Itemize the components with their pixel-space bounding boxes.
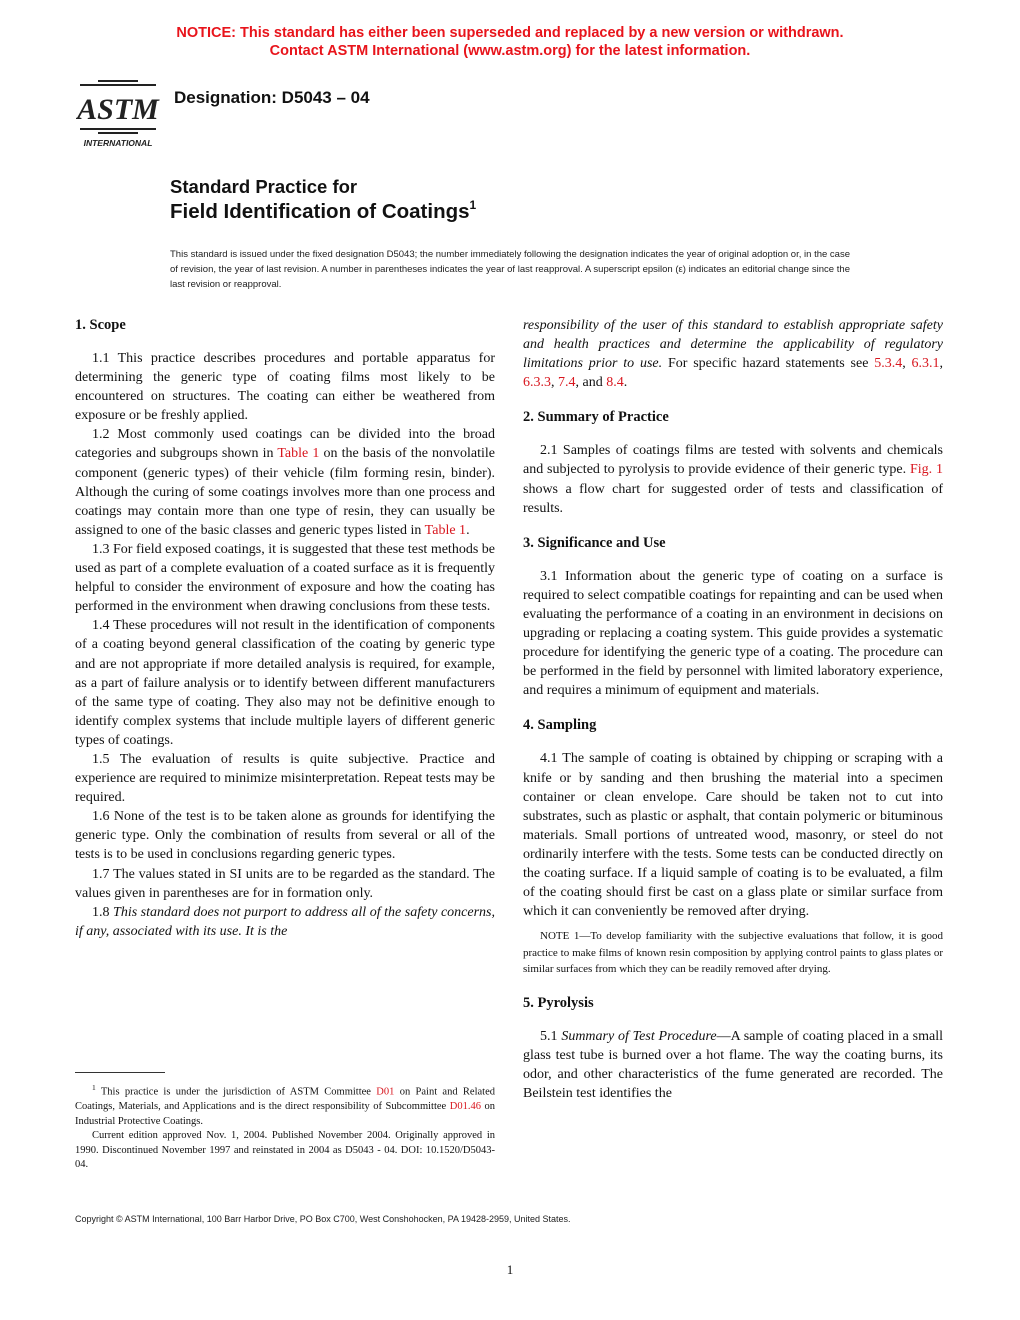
paragraph-1-3: 1.3 For field exposed coatings, it is suggested that these test methods be used as part of a complete evaluation of a coated surface as it is frequently helpful to consider the environment of exposure and how the coating has performed in the environment when drawing conclusions from these tests. — [75, 541, 495, 615]
hazard-link-6-3-3[interactable]: 6.3.3 — [523, 375, 551, 391]
hazard-link-6-3-1[interactable]: 6.3.1 — [911, 356, 940, 372]
section-heading-pyrolysis: 5. Pyrolysis — [523, 994, 594, 1011]
paragraph-2-1: 2.1 Samples of coatings films are tested with solvents and chemicals and subjected to pyrolysis to provide evidence of their generic type. Fig. 1 shows a flow chart for suggested order of tests and classification of results. — [523, 443, 944, 516]
paragraph-1-7: 1.7 The values stated in SI units are to be regarded as the standard. The values given in parentheses are for in formation only. — [75, 866, 495, 901]
paragraph-1-6: 1.6 None of the test is to be taken alone as grounds for identifying the generic type. Only the combination of results from several or all of the tests is to be used in conclusions regarding generic types. — [75, 809, 495, 863]
title-line-2 — [170, 199, 476, 225]
designation: Designation: D5043 – 04 — [174, 88, 370, 107]
footnote-edition: Current edition approved Nov. 1, 2004. Published November 2004. Originally approved in 1990. Discontinued November 1997 and reinstated in 2004 as D5043 - 04. DOI: 10.1520/D5043-04. — [75, 1130, 495, 1170]
footnotes — [75, 1081, 495, 1173]
hazard-link-5-3-4[interactable]: 5.3.4 — [874, 356, 903, 372]
section-heading-summary: 2. Summary of Practice — [523, 409, 669, 426]
section-heading-significance: 3. Significance and Use — [523, 534, 666, 551]
paragraph-1-4: 1.4 These procedures will not result in the identification of components of a coating beyond general classification of the coating by generic type and are not appropriate if more detailed analysis is required, for example, as a part of failure analysis or to identify between different manufacturers of the same type of coating. They also may not be definitive enough to identify complex systems that include multiple layers of different generic types of coatings. — [75, 618, 495, 748]
paragraph-1-8-continued: responsibility of the user of this standard to establish appropriate safety and health practices and determine the applicability of regulatory limitations prior to use. For specific hazard statements see 5.3.4, 6.3.1, 6.3.3, 7.4, and 8.4. — [523, 318, 944, 391]
page-number: 1 — [506, 1262, 514, 1277]
figure-1-link[interactable]: Fig. 1 — [910, 462, 944, 478]
astm-logo — [76, 76, 160, 150]
footnote-1: $^1$ This practice is under the jurisdiction of ASTM Committee D01 on Paint and Related Coatings, Materials, and Applications and is the direct responsibility of Subcommittee D01.46 on Industrial Protective Coatings. — [75, 1083, 495, 1127]
title-footnote-mark: 1 — [469, 198, 477, 212]
paragraph-4-1: 4.1 The sample of coating is obtained by chipping or scraping with a knife or by sanding and then brushing the material into a specimen container or clean envelope. Care should be taken not to cut into substrates, such as plastic or asphalt, that contain polymeric or bituminous materials. Small portions of untreated wood, masonry, or steel do not ordinarily interfere with the tests. Some tests can be conducted directly on the coating surface. If a liquid sample of coating is to be evaluated, a film of the coating should first be cast on a glass plate or similar surface from which it can conveniently be removed after drying. — [523, 751, 943, 920]
section-heading-sampling: 4. Sampling — [523, 717, 597, 734]
issue-note: This standard is issued under the fixed designation D5043; the number immediately following the designation indicates the year of original adoption or, in the case of revision, the year of last revision. A number in parentheses indicates the year of last reapproval. A superscript epsilon (ε) indicates an editorial change since the last revision or reapproval. — [170, 249, 850, 290]
title-main: Field Identification of Coatings — [170, 200, 470, 223]
right-column — [523, 316, 943, 1103]
paragraph-1-8: 1.8 This standard does not purport to address all of the safety concerns, if any, associated with its use. It is the — [75, 904, 495, 939]
document-title — [170, 175, 476, 225]
logo-subtext: INTERNATIONAL — [83, 138, 153, 148]
subcommittee-d01-46-link[interactable]: D01.46 — [449, 1101, 481, 1112]
committee-d01-link[interactable]: D01 — [376, 1086, 395, 1098]
footnote-divider — [75, 1072, 165, 1073]
paragraph-1-5: 1.5 The evaluation of results is quite subjective. Practice and experience are required to minimize misinterpretation. Repeat tests may be required. — [75, 751, 495, 806]
logo-mark: ASTM — [77, 93, 159, 126]
table-1-link-2[interactable]: Table 1 — [424, 522, 467, 538]
section-heading-scope: 1. Scope — [75, 317, 126, 333]
hazard-link-8-4[interactable]: 8.4 — [606, 375, 624, 391]
paragraph-1-2: 1.2 Most commonly used coatings can be divided into the broad categories and subgroups shown in Table 1 on the basis of the nonvolatile component (generic types) of their vehicle (film forming resin, binder). Although the curing of some coatings involves more than one process and coatings may contain more than one type of resin, they can usually be assigned to one of the basic classes and generic types listed in Table 1. — [75, 427, 496, 538]
hazard-link-7-4[interactable]: 7.4 — [558, 375, 576, 391]
left-column — [75, 316, 495, 941]
table-1-link[interactable]: Table 1 — [277, 446, 320, 462]
notice-line-2: Contact ASTM International (www.astm.org) for the latest information. — [269, 43, 751, 59]
note-1: NOTE 1—To develop familiarity with the subjective evaluations that follow, it is good practice to make films of known resin composition by applying control paints to glass plates or similar surfaces from which they can be readily removed after drying. — [523, 930, 943, 976]
title-line-1: Standard Practice for — [170, 176, 358, 197]
notice-line-1: NOTICE: This standard has either been superseded and replaced by a new version or withdrawn. — [176, 25, 844, 41]
paragraph-5-1: 5.1 Summary of Test Procedure—A sample of coating placed in a small glass test tube is burned over a hot flame. The way the coating burns, its odor, and other characteristics of the fume generated are recorded. The Beilstein test identifies the — [523, 1028, 944, 1102]
copyright-line: Copyright © ASTM International, 100 Barr Harbor Drive, PO Box C700, West Conshohocken, PA 19428-2959, United States. — [75, 1214, 571, 1224]
paragraph-1-1: 1.1 This practice describes procedures and portable apparatus for determining the generic type of coating films most likely to be encountered on structures. The coating can either be weathered from exposure or be freshly applied. — [75, 351, 495, 424]
paragraph-3-1: 3.1 Information about the generic type of coating on a surface is required to select compatible coatings for repainting and can be used when evaluating the performance of a coating in an environment in decisions on upgrading or replacing a coating system. This guide provides a systematic procedure for identifying the generic type of a coating. The procedure can be performed in the field by personnel with limited laboratory experience, and requires a minimum of equipment and materials. — [523, 568, 943, 699]
withdrawn-notice — [0, 24, 1020, 60]
